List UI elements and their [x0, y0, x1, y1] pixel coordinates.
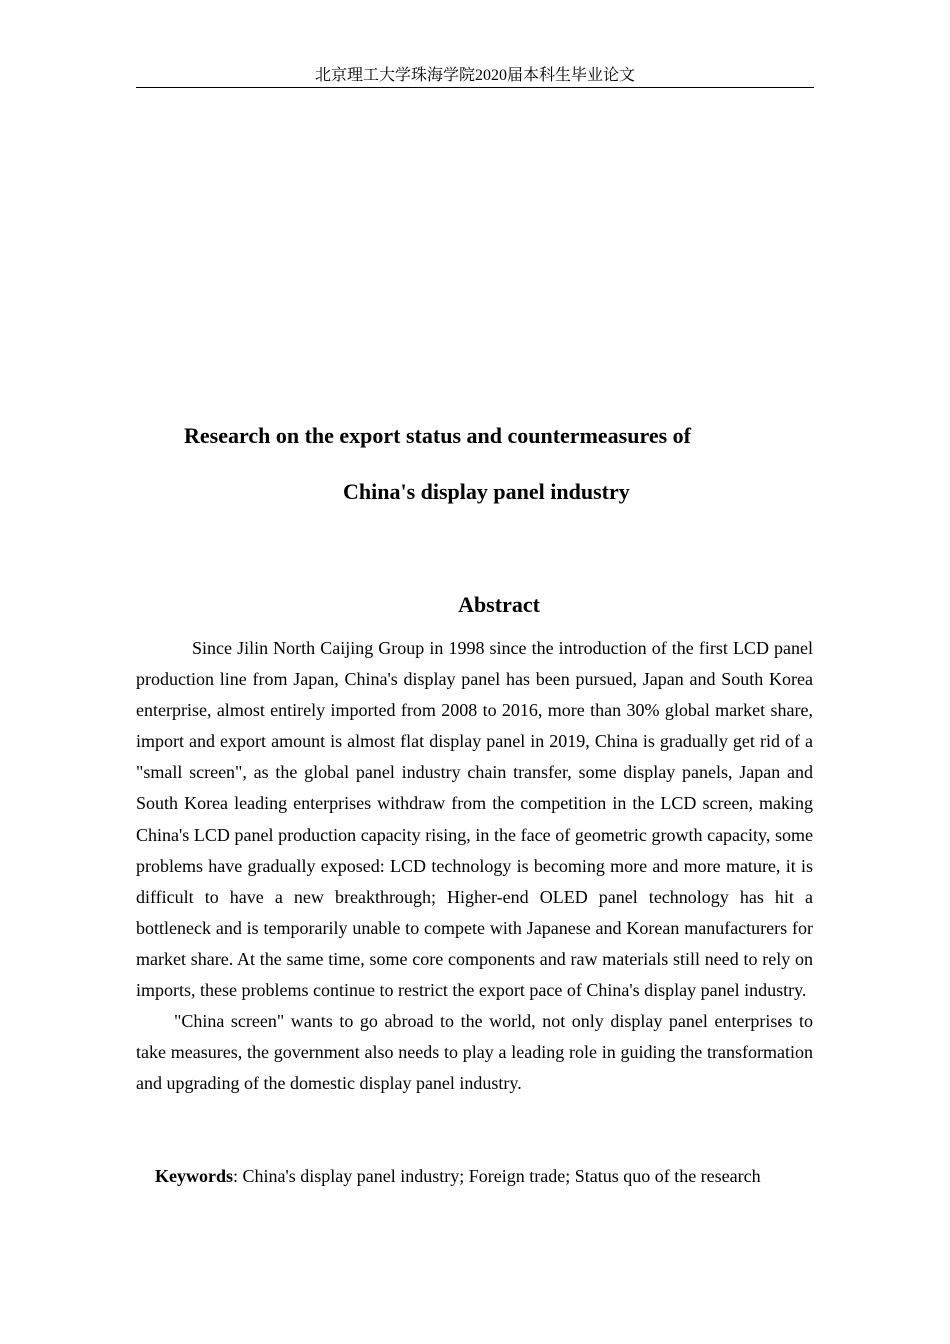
abstract-paragraph-2: "China screen" wants to go abroad to the world, not only display panel enterprises to take measures, the government also needs to play a leading role in guiding the transformation and upgrading of the domestic display panel industry. — [136, 1011, 813, 1094]
paper-title-line-1: Research on the export status and countermeasures of — [184, 423, 691, 448]
keywords-label: Keywords — [155, 1166, 233, 1186]
paper-title-line-2: China's display panel industry — [343, 479, 630, 504]
keywords-line — [155, 1161, 761, 1191]
abstract-body — [136, 633, 813, 1099]
abstract-heading: Abstract — [458, 592, 540, 617]
abstract-paragraph-1: Since Jilin North Caijing Group in 1998 since the introduction of the first LCD panel production line from Japan, China's display panel has been pursued, Japan and South Korea enterprise, almost entirely imported from 2008 to 2016, more than 30% global market share, import and export amount is almost flat display panel in 2019, China is gradually get rid of a "small screen", as the global panel industry chain transfer, some display panels, Japan and South Korea leading enterprises withdraw from the competition in the LCD screen, making China's LCD panel production capacity rising, in the face of geometric growth capacity, some problems have gradually exposed: LCD technology is becoming more and more mature, it is difficult to have a new breakthrough; Higher-end OLED panel technology has hit a bottleneck and is temporarily unable to compete with Japanese and Korean manufacturers for market share. At the same time, some core components and raw materials still need to rely on imports, these problems continue to restrict the export pace of China's display panel industry. — [136, 638, 813, 1001]
running-header: 北京理工大学珠海学院2020届本科生毕业论文 — [136, 64, 814, 88]
keywords-text: : China's display panel industry; Foreign trade; Status quo of the research — [233, 1166, 761, 1186]
